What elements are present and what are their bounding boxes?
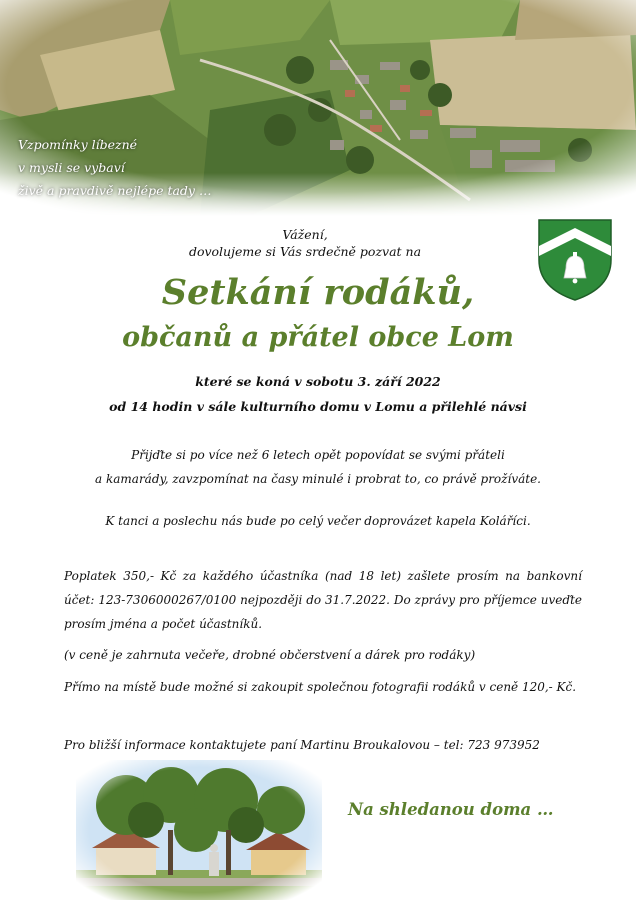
poem-line: v mysli se vybaví [18, 160, 125, 175]
invite-line: Přijďte si po více než 6 letech opět popovídat se svými přáteli [131, 448, 505, 462]
poem-line: Vzpomínky líbezné [18, 137, 138, 152]
contact-info: Pro bližší informace kontaktujete paní Martinu Broukalovou – tel: 723 973952 [64, 738, 540, 752]
page-title: Setkání rodáků, [161, 272, 475, 313]
invite-line: a kamarády, zavzpomínat na časy minulé i probrat to, co právě prožíváte. [95, 472, 541, 486]
event-place: od 14 hodin v sále kulturního domu v Lomu a přilehlé návsi [109, 399, 527, 414]
invite-text [0, 443, 636, 491]
farewell-text: Na shledanou doma … [348, 800, 554, 819]
page-subtitle: občanů a přátel obce Lom [122, 322, 514, 353]
event-details [0, 369, 636, 419]
payment-info: Poplatek 350,- Kč za každého účastníka (nad 18 let) zašlete prosím na bankovní účet: 123-7306000267/0100 nejpozději do 31.7.2022. Do zprávy pro příjemce uveďte prosím jména a počet účastníků. [64, 569, 582, 631]
greeting-invitation: dovolujeme si Vás srdečně pozvat na [188, 244, 422, 259]
band-info: K tanci a poslechu nás bude po celý večer doprovázet kapela Koláříci. [105, 514, 531, 528]
group-photo-info: Přímo na místě bude možné si zakoupit společnou fotografii rodáků v ceně 120,- Kč. [64, 680, 577, 694]
event-date: které se koná v sobotu 3. září 2022 [195, 374, 441, 389]
price-includes: (v ceně je zahrnuta večeře, drobné občerstvení a dárek pro rodáky) [64, 648, 476, 662]
poem [18, 133, 248, 202]
greeting [140, 226, 470, 260]
village-square-photo [76, 760, 322, 900]
poem-line: živě a pravdivě nejlépe tady … [18, 183, 212, 198]
greeting-salutation: Vážení, [282, 227, 328, 242]
